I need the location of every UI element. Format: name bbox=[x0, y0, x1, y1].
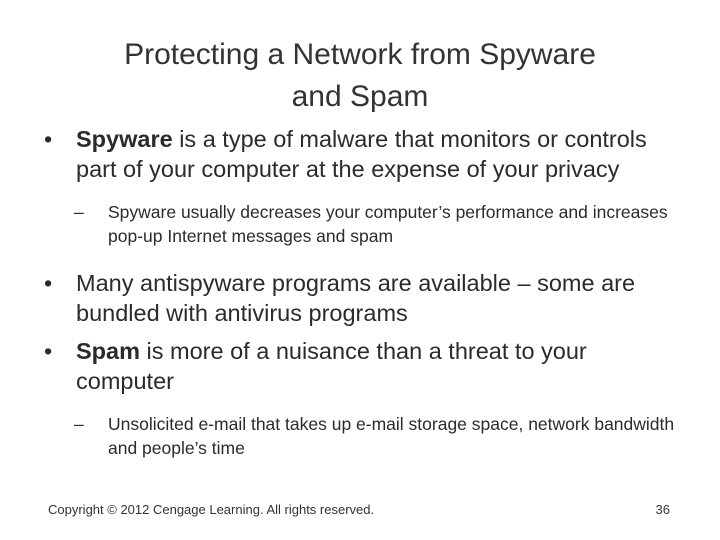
sub-bullet-spam-definition-text: Unsolicited e-mail that takes up e-mail storage space, network bandwidth and people’s time bbox=[108, 414, 675, 458]
term-spyware: Spyware bbox=[76, 126, 173, 152]
slide-body bbox=[44, 124, 684, 460]
bullet-spam bbox=[44, 336, 684, 396]
bullet-marker: • bbox=[44, 126, 53, 152]
bullet-spyware bbox=[44, 124, 684, 184]
sub-bullet-spyware-effects-text: Spyware usually decreases your computer’s performance and increases pop-up Internet messages and spam bbox=[108, 202, 668, 246]
bullet-spam-text: is more of a nuisance than a threat to your computer bbox=[76, 338, 587, 394]
slide-title bbox=[40, 34, 680, 118]
bullet-antispyware-text: Many antispyware programs are available – some are bundled with antivirus programs bbox=[76, 270, 636, 326]
slide-title-line-1: Protecting a Network from Spyware bbox=[124, 38, 596, 71]
slide-title-line-2: and Spam bbox=[291, 80, 429, 113]
sub-bullet-spyware-effects bbox=[44, 200, 684, 248]
page-number: 36 bbox=[655, 502, 670, 517]
sub-bullet-spam-definition bbox=[44, 412, 684, 460]
bullet-marker: • bbox=[44, 338, 53, 364]
bullet-marker: • bbox=[44, 270, 53, 296]
sub-bullet-marker: – bbox=[74, 414, 84, 434]
term-spam: Spam bbox=[76, 338, 140, 364]
sub-bullet-marker: – bbox=[74, 202, 84, 222]
bullet-antispyware bbox=[44, 268, 684, 328]
bullet-spyware-text: is a type of malware that monitors or controls part of your computer at the expense of your privacy bbox=[76, 126, 647, 182]
copyright-footer: Copyright © 2012 Cengage Learning. All rights reserved. bbox=[48, 502, 375, 517]
